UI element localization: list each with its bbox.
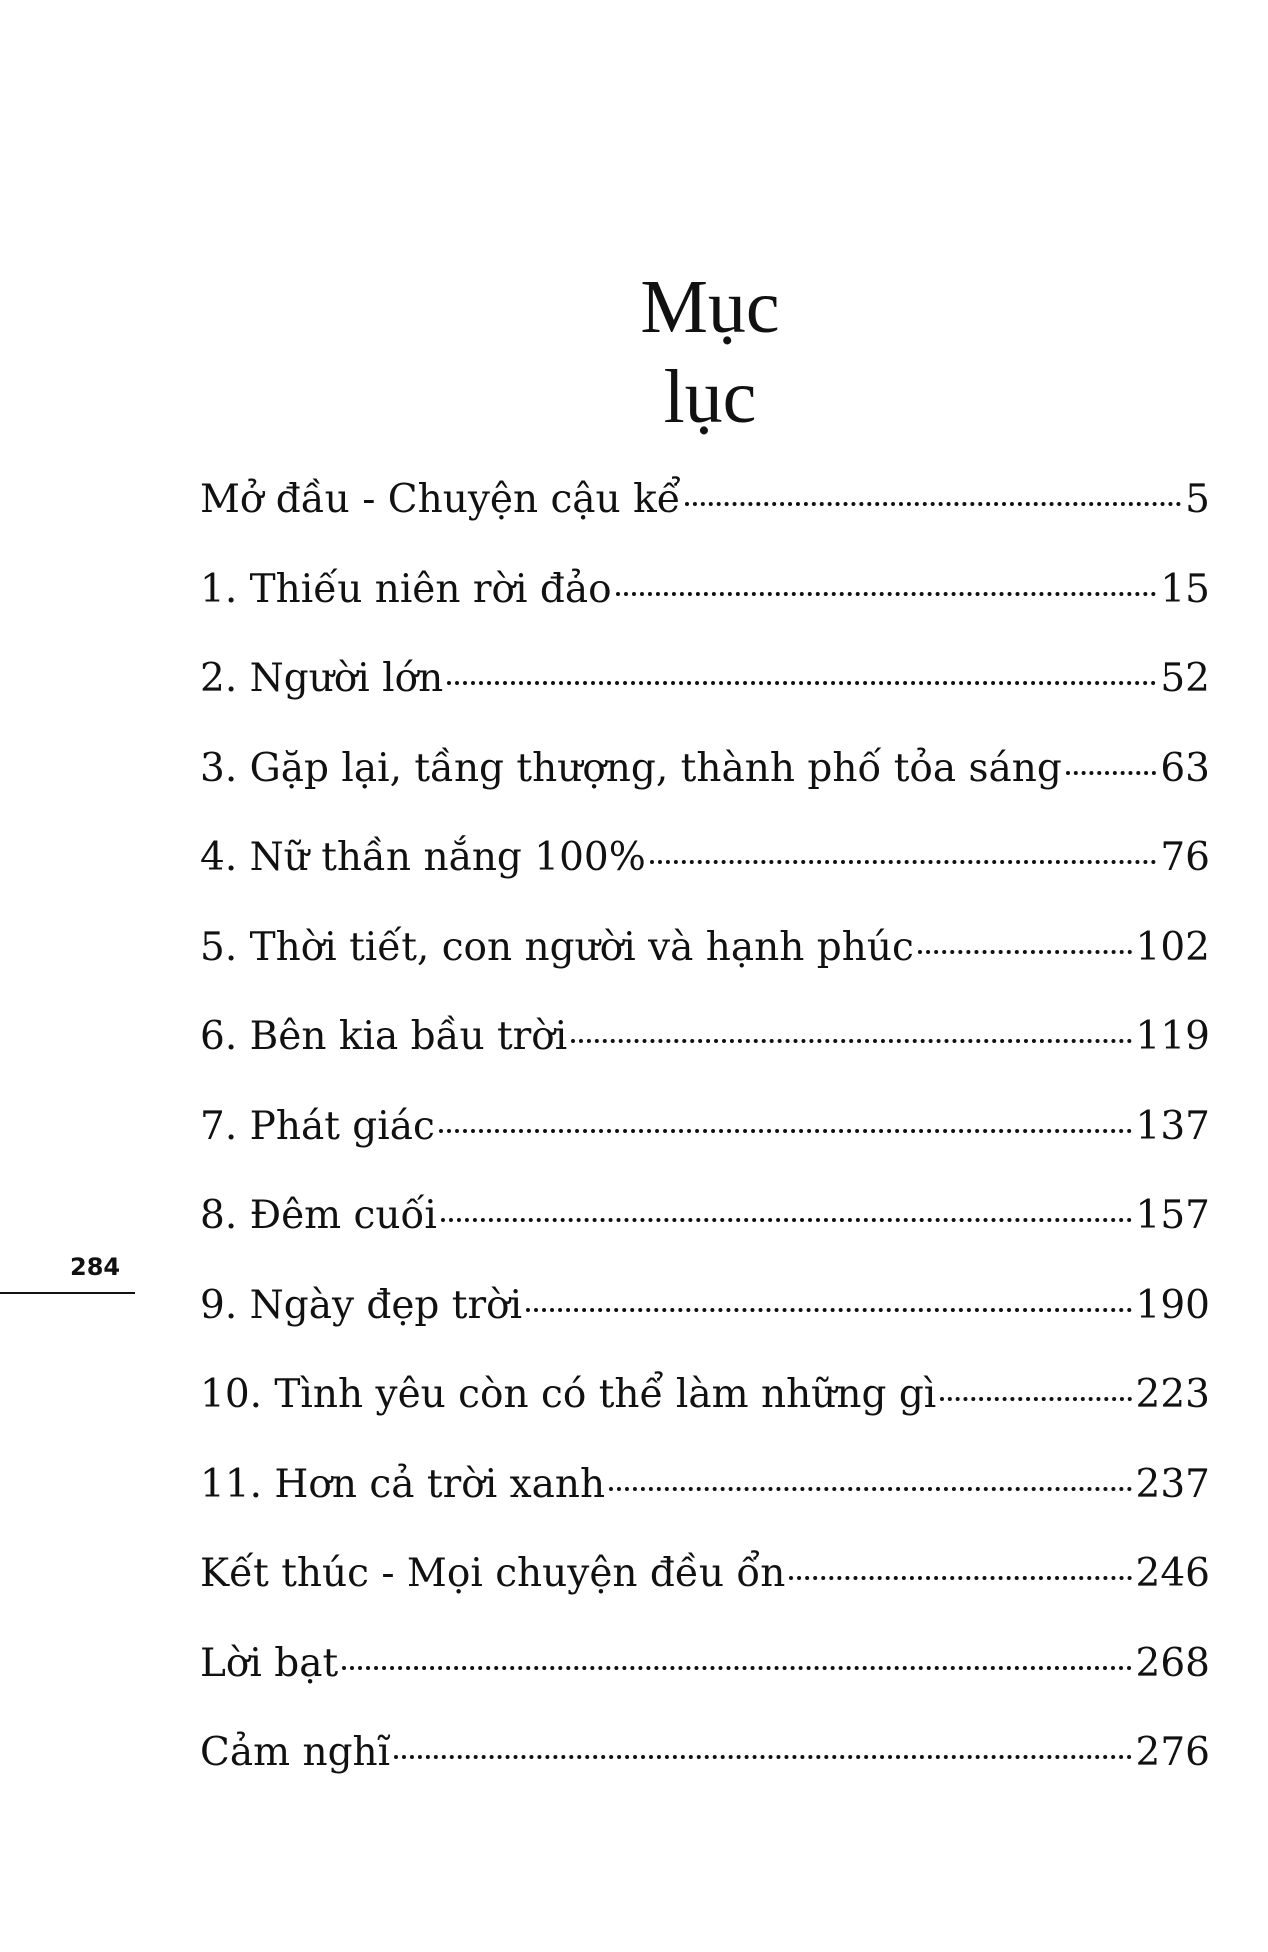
- toc-entry: [200, 1455, 1210, 1545]
- toc-leader-dots: [650, 860, 1157, 864]
- toc-entry: [200, 1097, 1210, 1187]
- toc-entry-page: 52: [1160, 656, 1210, 701]
- toc-entry-page: 223: [1135, 1372, 1210, 1417]
- toc-leader-dots: [940, 1397, 1131, 1401]
- toc-entry-page: 5: [1185, 477, 1210, 522]
- toc-leader-dots: [1066, 771, 1157, 775]
- toc-leader-dots: [447, 681, 1156, 685]
- toc-entry-label: Kết thúc - Mọi chuyện đều ổn: [200, 1551, 786, 1596]
- toc-entry-page: 15: [1160, 566, 1210, 612]
- toc-entry-page: 246: [1135, 1551, 1210, 1596]
- page-title: Mục lục: [640, 265, 780, 439]
- page-title-block: [600, 262, 820, 442]
- toc-entry: [200, 470, 1210, 560]
- toc-entry-page: 237: [1135, 1461, 1210, 1507]
- toc-entry: [200, 1544, 1210, 1634]
- toc-leader-dots: [616, 592, 1157, 596]
- table-of-contents: [200, 470, 1210, 1813]
- toc-entry: [200, 828, 1210, 918]
- toc-leader-dots: [342, 1666, 1131, 1670]
- page-number: 284: [70, 1253, 121, 1281]
- toc-entry-page: 157: [1135, 1193, 1210, 1238]
- toc-entry-label: 4. Nữ thần nắng 100%: [200, 835, 646, 880]
- toc-leader-dots: [441, 1218, 1132, 1222]
- toc-entry: [200, 1634, 1210, 1724]
- toc-entry-page: 63: [1160, 745, 1210, 791]
- toc-entry-label: 10. Tình yêu còn có thể làm những gì: [200, 1372, 937, 1417]
- toc-entry-label: Cảm nghĩ: [200, 1730, 391, 1775]
- toc-entry-page: 268: [1135, 1640, 1210, 1686]
- toc-entry-label: 3. Gặp lại, tầng thượng, thành phố tỏa sáng: [200, 745, 1062, 791]
- toc-entry: [200, 1186, 1210, 1276]
- toc-entry-label: Mở đầu - Chuyện cậu kể: [200, 477, 681, 522]
- toc-leader-dots: [918, 950, 1132, 954]
- page-number-rule: [0, 1292, 135, 1294]
- toc-entry-label: 1. Thiếu niên rời đảo: [200, 566, 612, 612]
- toc-leader-dots: [526, 1308, 1131, 1312]
- toc-entry: [200, 1723, 1210, 1813]
- toc-entry-page: 137: [1135, 1103, 1210, 1149]
- toc-leader-dots: [609, 1487, 1131, 1491]
- toc-leader-dots: [789, 1576, 1131, 1580]
- toc-entry-label: 11. Hơn cả trời xanh: [200, 1461, 606, 1507]
- toc-entry: [200, 1365, 1210, 1455]
- toc-entry-label: 8. Đêm cuối: [200, 1193, 437, 1238]
- toc-entry-label: Lời bạt: [200, 1640, 339, 1686]
- toc-entry-page: 190: [1135, 1282, 1210, 1328]
- toc-entry: [200, 560, 1210, 650]
- toc-entry: [200, 739, 1210, 829]
- toc-entry-label: 6. Bên kia bầu trời: [200, 1014, 568, 1059]
- toc-leader-dots: [685, 502, 1181, 506]
- toc-entry: [200, 1276, 1210, 1366]
- toc-entry-label: 2. Người lớn: [200, 656, 444, 701]
- toc-leader-dots: [439, 1129, 1132, 1133]
- toc-entry: [200, 1007, 1210, 1097]
- toc-entry-page: 76: [1160, 835, 1210, 880]
- toc-entry-label: 5. Thời tiết, con người và hạnh phúc: [200, 924, 914, 970]
- toc-leader-dots: [394, 1755, 1131, 1759]
- toc-entry: [200, 649, 1210, 739]
- toc-entry-label: 7. Phát giác: [200, 1103, 435, 1149]
- toc-entry-label: 9. Ngày đẹp trời: [200, 1282, 523, 1328]
- toc-entry-page: 119: [1135, 1014, 1210, 1059]
- toc-entry-page: 276: [1135, 1730, 1210, 1775]
- toc-entry: [200, 918, 1210, 1008]
- toc-leader-dots: [571, 1039, 1131, 1043]
- toc-entry-page: 102: [1135, 924, 1210, 970]
